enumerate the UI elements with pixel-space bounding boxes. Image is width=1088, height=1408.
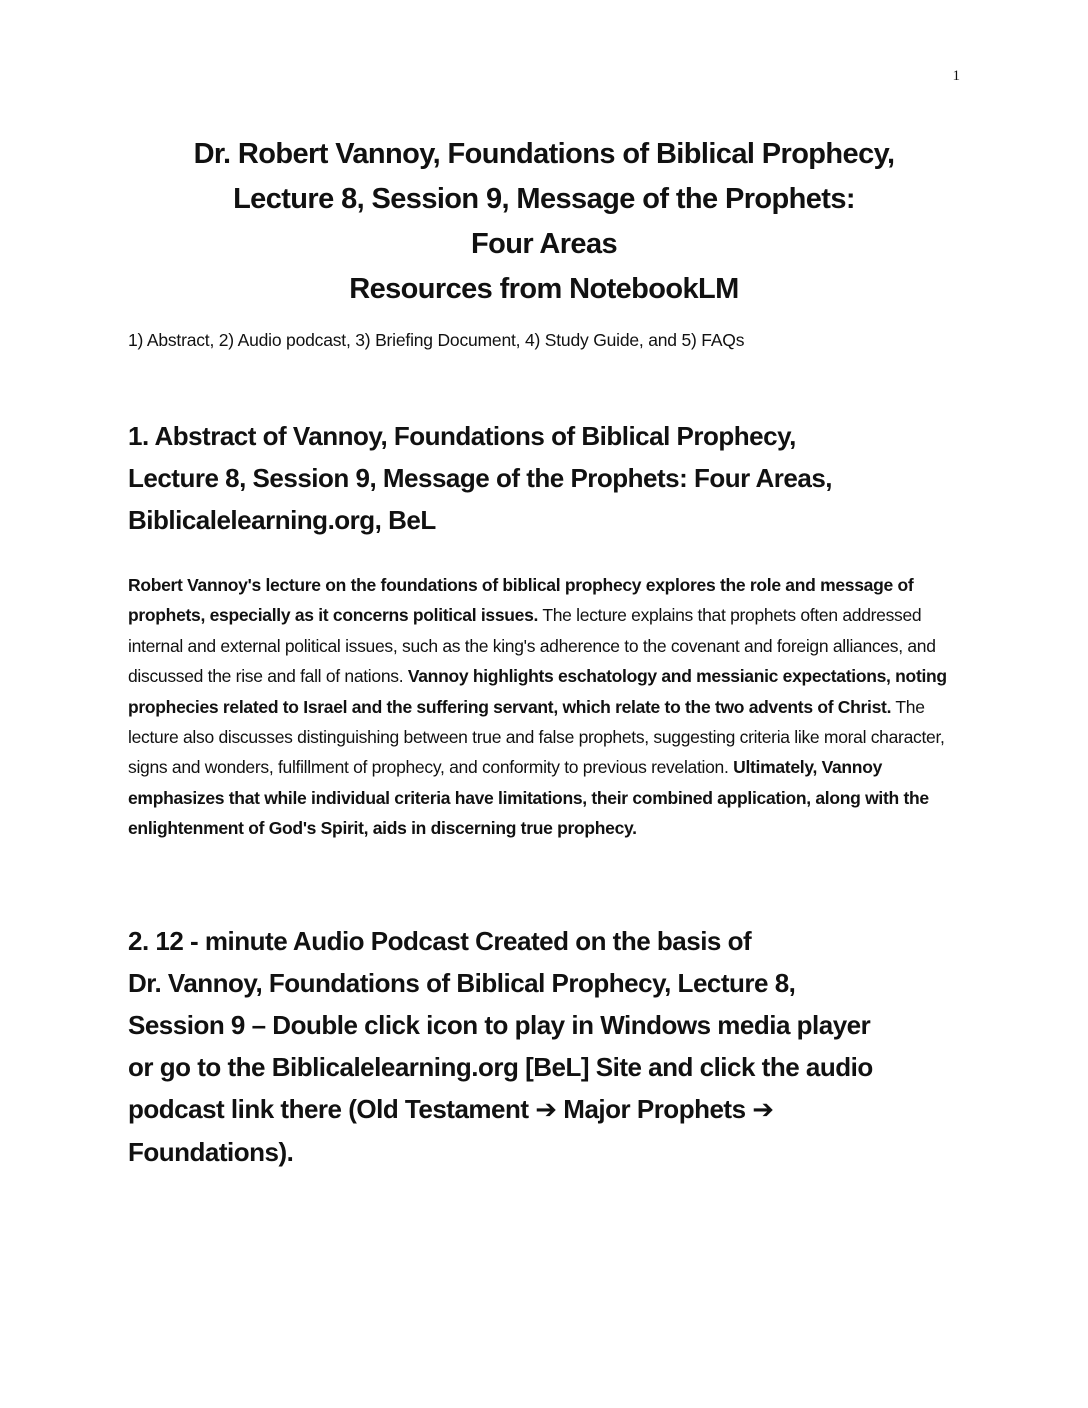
abstract-heading-line-2: Lecture 8, Session 9, Message of the Prophets: Four Areas, xyxy=(128,463,833,493)
podcast-line-3: Session 9 – Double click icon to play in Windows media player xyxy=(128,1010,871,1040)
podcast-line-6: Foundations). xyxy=(128,1137,294,1167)
abstract-heading-line-3: Biblicalelearning.org, BeL xyxy=(128,505,436,535)
podcast-line-2: Dr. Vannoy, Foundations of Biblical Prophecy, Lecture 8, xyxy=(128,968,796,998)
document-title xyxy=(128,132,960,312)
abstract-text-4: The lecture also discusses distinguishing between true and false prophets, suggesting criteria like moral character, signs and wonders, fulfillment of prophecy, and conformity to previous revelation. xyxy=(128,696,945,778)
abstract-text-2: The lecture explains that prophets often addressed internal and external political issues, such as the king's adherence to the covenant and foreign alliances, and discussed the rise and fall of nations. xyxy=(128,605,936,687)
title-line-2: Lecture 8, Session 9, Message of the Prophets: xyxy=(233,183,855,215)
title-line-4: Resources from NotebookLM xyxy=(349,273,739,305)
podcast-line-5 xyxy=(128,1088,968,1131)
abstract-bold-3: Vannoy highlights eschatology and messianic expectations, noting prophecies related to Israel and the suffering servant, which relate to the two advents of Christ. xyxy=(128,666,947,717)
page-number: 1 xyxy=(952,68,960,84)
podcast-line-4: or go to the Biblicalelearning.org [BeL] Site and click the audio xyxy=(128,1052,873,1082)
arrow-right-icon: ➔ xyxy=(535,1095,557,1125)
podcast-heading xyxy=(128,920,968,1173)
abstract-bold-1: Robert Vannoy's lecture on the foundations of biblical prophecy explores the role and message of prophets, especially as it concerns political issues. xyxy=(128,575,914,626)
title-line-1: Dr. Robert Vannoy, Foundations of Biblical Prophecy, xyxy=(193,138,895,170)
podcast-line-1: 2. 12 - minute Audio Podcast Created on the basis of xyxy=(128,926,752,956)
abstract-bold-5: Ultimately, Vannoy emphasizes that while individual criteria have limitations, their combined application, along with the enlightenment of God's Spirit, aids in discerning true prophecy. xyxy=(128,757,929,839)
title-line-3: Four Areas xyxy=(470,228,618,260)
podcast-line-5b: Major Prophets xyxy=(556,1094,753,1124)
abstract-heading-line-1: 1. Abstract of Vannoy, Foundations of Biblical Prophecy, xyxy=(128,421,796,451)
resource-list: 1) Abstract, 2) Audio podcast, 3) Briefing Document, 4) Study Guide, and 5) FAQs xyxy=(128,330,745,350)
abstract-paragraph xyxy=(128,570,958,844)
arrow-right-icon: ➔ xyxy=(752,1095,774,1125)
abstract-heading xyxy=(128,415,968,541)
podcast-line-5a: podcast link there (Old Testament xyxy=(128,1094,536,1124)
